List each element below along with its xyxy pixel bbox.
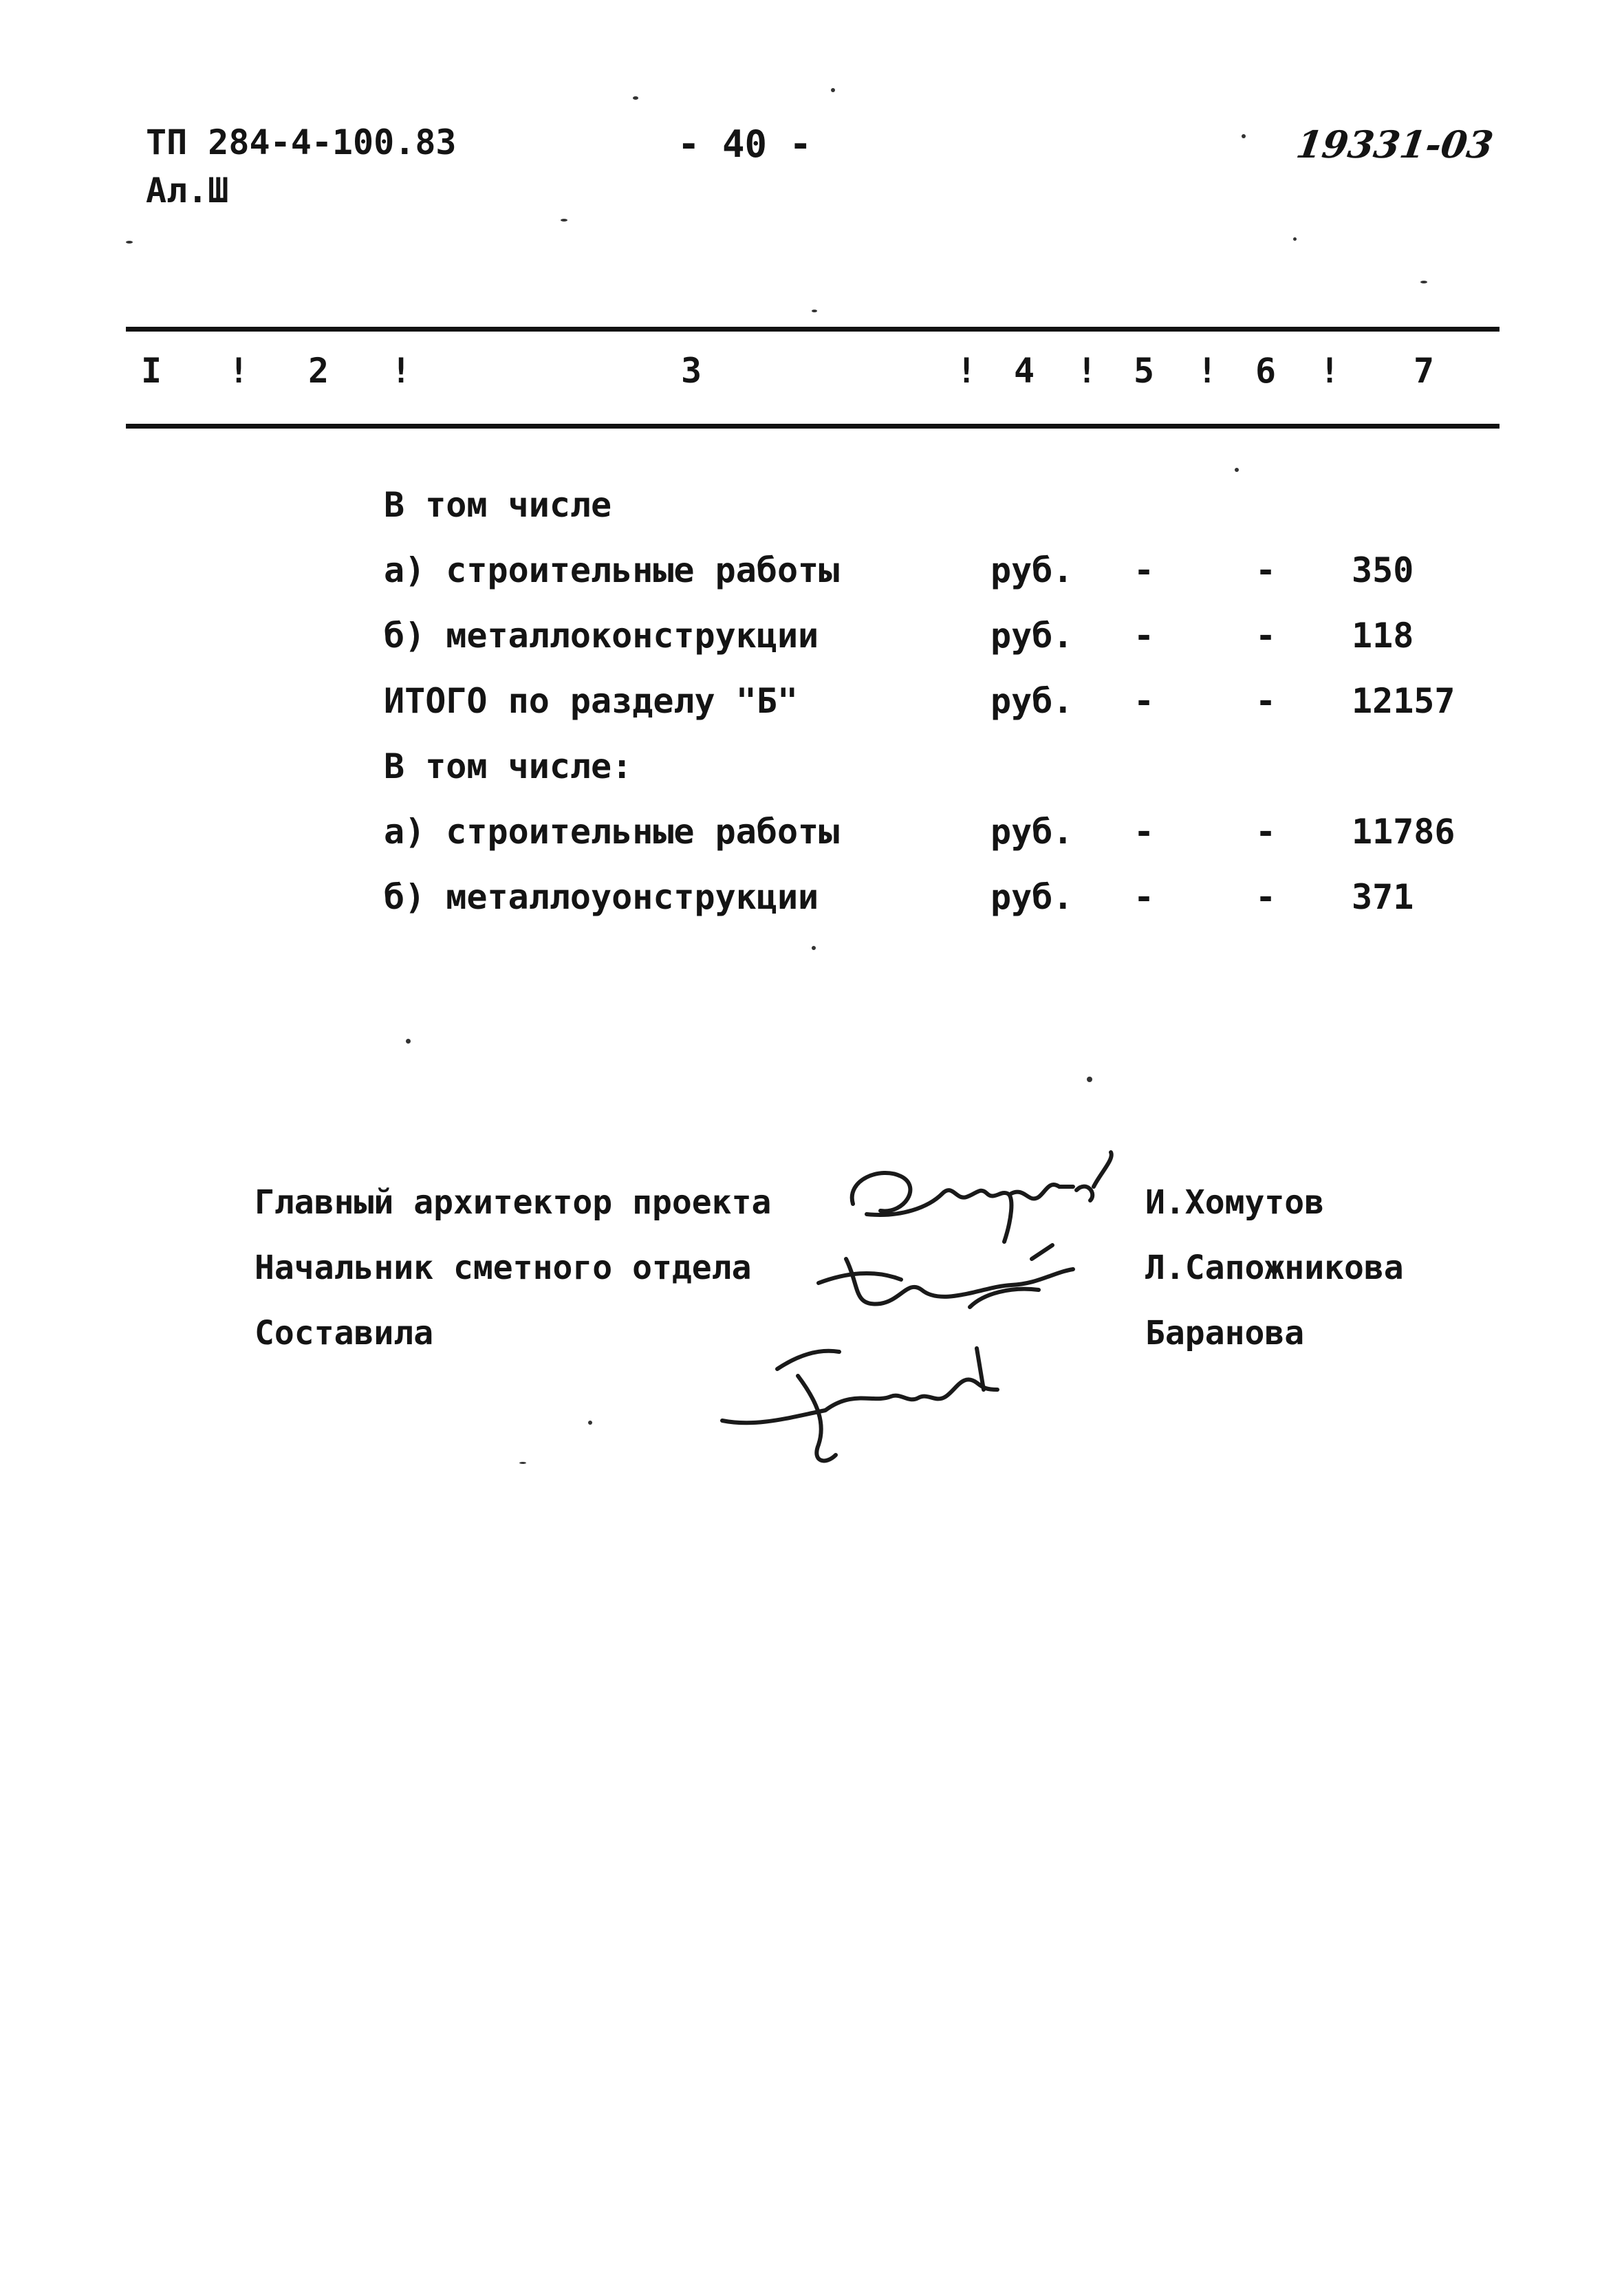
scan-speck [1235,468,1239,472]
column-separator: ! [1319,351,1341,391]
row-col6: - [1255,616,1277,656]
row-text: а) строительные работы [384,812,840,852]
page-number: - 40 - [678,122,812,166]
scan-speck [1293,237,1297,241]
album-label: Ал.Ш [146,171,229,211]
row-col6: - [1255,812,1277,852]
column-header-2: 2 [308,351,329,391]
table-bottom-rule [126,424,1500,429]
row-col6: - [1255,681,1277,721]
row-col5: - [1134,812,1155,852]
row-col6: - [1255,550,1277,590]
column-separator: ! [1076,351,1098,391]
column-header-7: 7 [1414,351,1435,391]
column-header-5: 5 [1134,351,1155,391]
scan-speck [519,1462,526,1464]
row-value: 350 [1352,550,1414,590]
row-col5: - [1134,616,1155,656]
signature-role: Составила [255,1314,434,1352]
row-text: б) металлоуонструкции [384,877,819,917]
scan-speck [1087,1077,1092,1082]
row-unit: руб. [990,616,1074,656]
signature-name: И.Хомутов [1145,1183,1325,1222]
scan-speck [126,241,133,244]
row-value: 12157 [1352,681,1455,721]
inventory-number: 19331-03 [1293,122,1496,166]
column-header-3: 3 [681,351,702,391]
row-col6: - [1255,877,1277,917]
column-header-4: 4 [1014,351,1035,391]
row-col5: - [1134,550,1155,590]
column-separator: ! [228,351,250,391]
table-top-rule [126,327,1500,332]
column-separator: ! [1197,351,1218,391]
row-text: б) металлоконструкции [384,616,819,656]
column-separator: ! [956,351,977,391]
signature-role: Главный архитектор проекта [255,1183,772,1222]
scan-speck [633,96,638,100]
column-header-6: 6 [1255,351,1277,391]
row-text: В том числе: [384,746,633,786]
row-text: В том числе [384,485,612,525]
scan-speck [1242,134,1246,138]
scan-speck [812,310,817,312]
column-header-1: I [141,351,162,391]
row-text: а) строительные работы [384,550,840,590]
row-value: 118 [1352,616,1414,656]
row-unit: руб. [990,812,1074,852]
row-unit: руб. [990,550,1074,590]
row-unit: руб. [990,877,1074,917]
row-unit: руб. [990,681,1074,721]
scan-speck [1420,281,1427,283]
signature-role: Начальник сметного отдела [255,1249,752,1287]
signature-name: Баранова [1145,1314,1305,1352]
document-code: ТП 284-4-100.83 [146,122,457,162]
column-separator: ! [391,351,412,391]
scan-speck [831,88,835,92]
handwritten-signature [715,1307,1087,1472]
row-text: ИТОГО по разделу "Б" [384,681,799,721]
row-value: 11786 [1352,812,1455,852]
scan-speck [406,1039,411,1044]
scan-speck [588,1421,592,1425]
scan-speck [561,219,567,222]
row-value: 371 [1352,877,1414,917]
row-col5: - [1134,877,1155,917]
scan-speck [812,946,816,950]
signature-name: Л.Сапожникова [1145,1249,1404,1287]
row-col5: - [1134,681,1155,721]
